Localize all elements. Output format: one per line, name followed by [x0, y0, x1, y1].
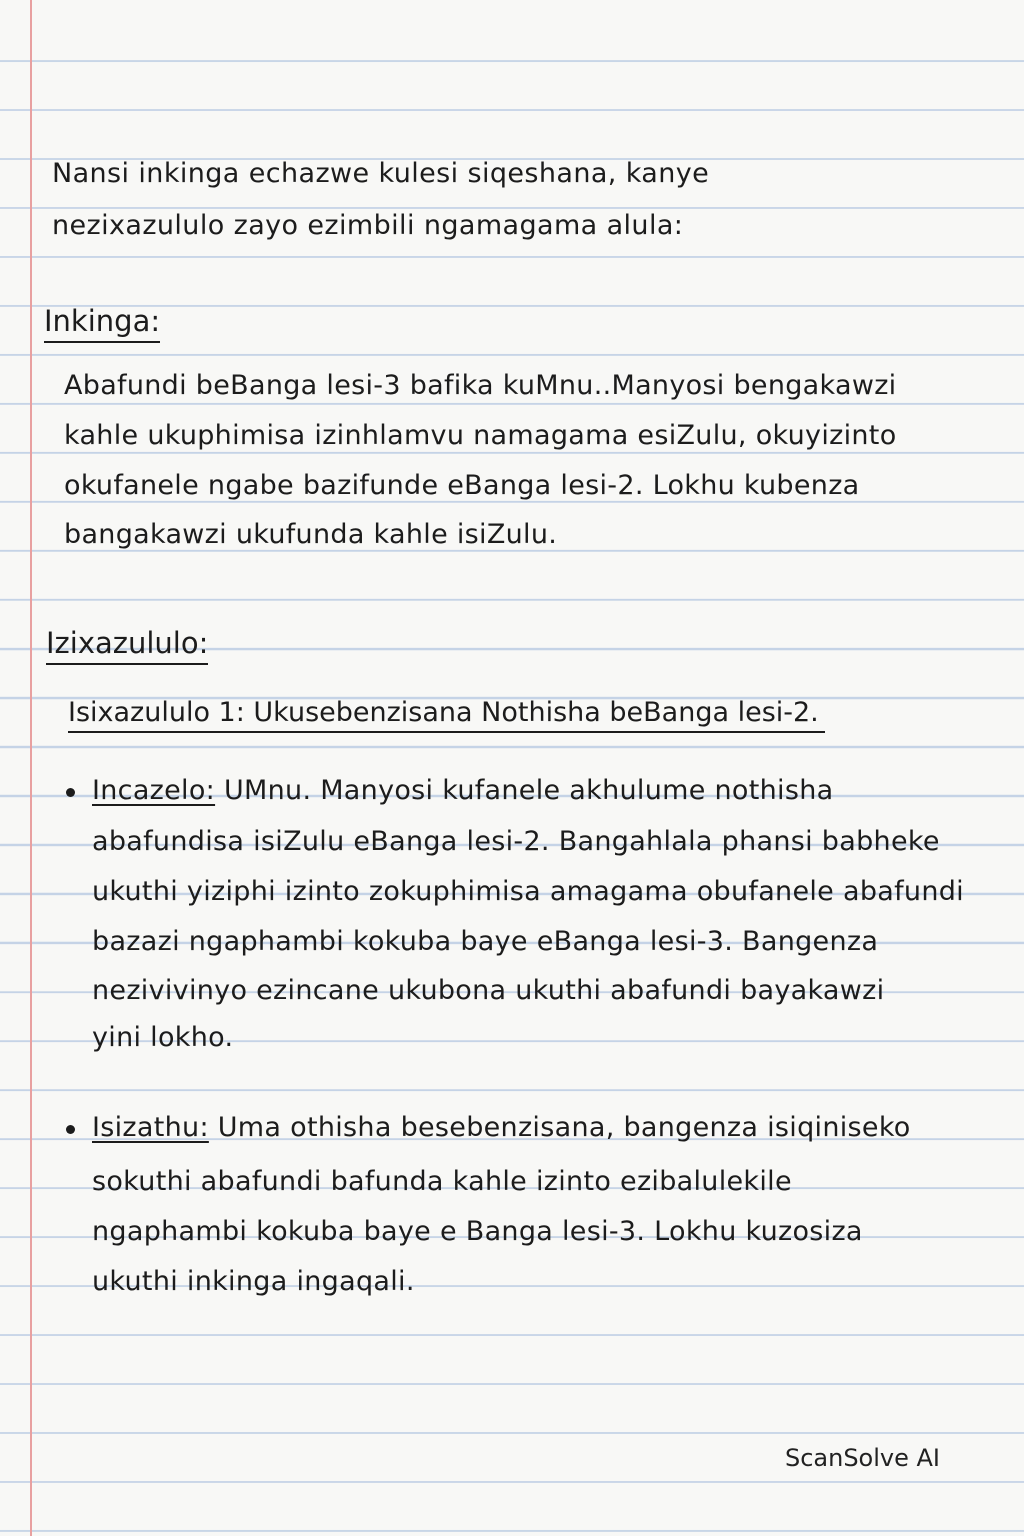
bullet-2-line: sokuthi abafundi bafunda kahle izinto ezibalulekile: [92, 1166, 792, 1197]
problem-heading: Inkinga:: [44, 304, 160, 343]
bullet-1-line: ukuthi yiziphi izinto zokuphimisa amagama obufanele abafundi: [92, 876, 964, 907]
bullet-2-label: Isizathu:: [92, 1112, 209, 1143]
bullet-1-line: UMnu. Manyosi kufanele akhulume nothisha: [223, 775, 834, 806]
problem-line: bangakawzi ukufunda kahle isiZulu.: [64, 519, 558, 550]
intro-line: Nansi inkinga echazwe kulesi siqeshana, kanye: [52, 158, 710, 189]
bullet-2-line: Uma othisha besebenzisana, bangenza isiqiniseko: [217, 1112, 911, 1143]
intro-line: nezixazululo zayo ezimbili ngamagama alula:: [52, 210, 684, 241]
bullet-dot: [66, 1125, 75, 1134]
bullet-1-line: abafundisa isiZulu eBanga lesi-2. Bangahlala phansi babheke: [92, 826, 940, 857]
bullet-1-line: nezivivinyo ezincane ukubona ukuthi abafundi bayakawzi: [92, 975, 885, 1006]
solutions-heading: Izixazululo:: [46, 626, 208, 665]
bullet-2-line: ukuthi inkinga ingaqali.: [92, 1266, 415, 1297]
problem-line: okufanele ngabe bazifunde eBanga lesi-2. Lokhu kubenza: [64, 470, 860, 501]
bullet-dot: [66, 788, 75, 797]
problem-line: Abafundi beBanga lesi-3 bafika kuMnu..Manyosi bengakawzi: [64, 370, 897, 401]
bullet-2-first-line: [92, 1112, 911, 1143]
margin-line: [30, 0, 32, 1536]
bullet-1-line: bazazi ngaphambi kokuba baye eBanga lesi-3. Bangenza: [92, 926, 879, 957]
bullet-1-first-line: [92, 775, 833, 806]
bullet-1-label: Incazelo:: [92, 775, 216, 806]
bullet-1-line: yini lokho.: [92, 1022, 234, 1053]
footer-brand: ScanSolve AI: [784, 1444, 940, 1472]
solution-1-title: Isixazululo 1: Ukusebenzisana Nothisha beBanga lesi-2.: [68, 697, 825, 733]
problem-line: kahle ukuphimisa izinhlamvu namagama esiZulu, okuyizinto: [64, 420, 897, 451]
bullet-2-line: ngaphambi kokuba baye e Banga lesi-3. Lokhu kuzosiza: [92, 1216, 863, 1247]
